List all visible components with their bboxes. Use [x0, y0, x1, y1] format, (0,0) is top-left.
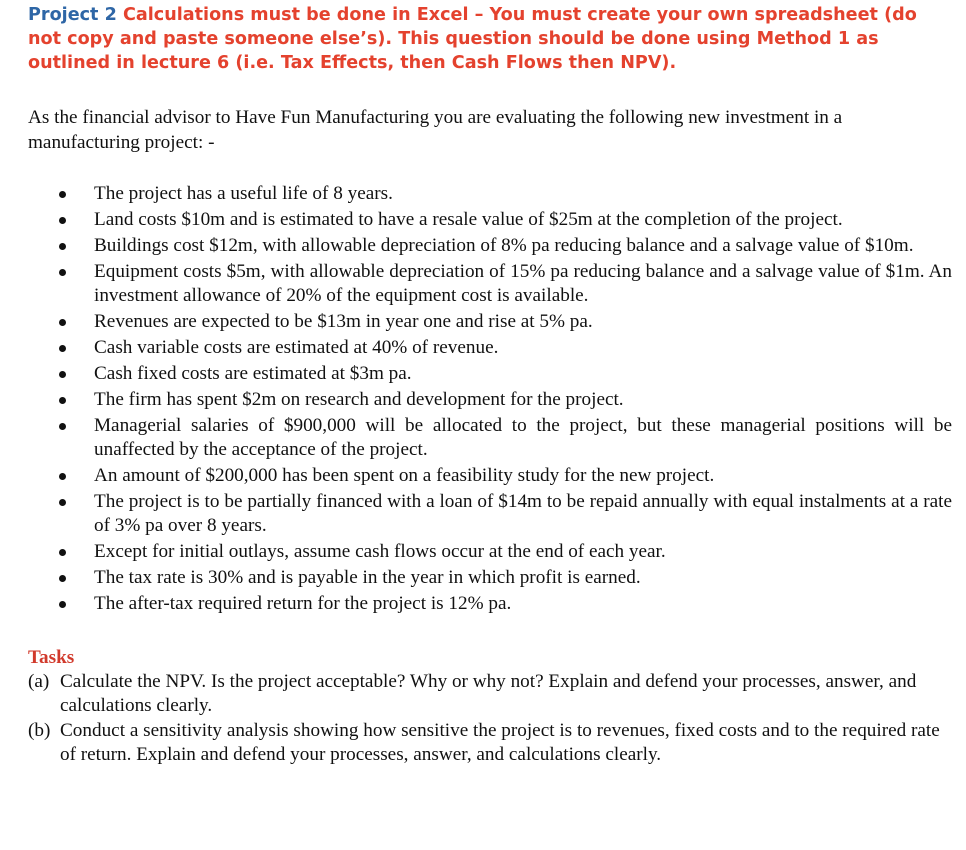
list-item	[28, 362, 952, 387]
bullet-icon	[59, 345, 66, 352]
list-item	[28, 260, 952, 309]
list-item-text: Equipment costs $5m, with allowable depreciation of 15% pa reducing balance and a salvage value of $1m. An investment allowance of 20% of the equipment cost is available.	[94, 260, 952, 307]
list-item-text: The firm has spent $2m on research and development for the project.	[94, 388, 624, 410]
task-text: Conduct a sensitivity analysis showing how sensitive the project is to revenues, fixed costs and to the required rate of return. Explain and defend your processes, answer, and calculations clearly.	[60, 719, 940, 766]
tasks-heading: Tasks	[28, 646, 75, 668]
list-item	[28, 540, 952, 565]
list-item	[28, 388, 952, 413]
list-item-text: Cash variable costs are estimated at 40% of revenue.	[94, 336, 499, 358]
bullet-icon	[59, 243, 66, 250]
task-item-b	[28, 719, 952, 768]
list-item-text: The after-tax required return for the project is 12% pa.	[94, 593, 512, 615]
bullet-icon	[59, 575, 66, 582]
list-item	[28, 336, 952, 361]
task-label: (b)	[28, 719, 51, 741]
list-item-text: Cash fixed costs are estimated at $3m pa.	[94, 362, 412, 384]
bullet-icon	[59, 191, 66, 198]
list-item-text: Land costs $10m and is estimated to have a resale value of $25m at the completion of the project.	[94, 208, 843, 230]
bullet-icon	[59, 371, 66, 378]
bullet-icon	[59, 217, 66, 224]
task-label: (a)	[28, 670, 50, 692]
project-instruction: Calculations must be done in Excel – You must create your own spreadsheet (do not copy and paste someone else’s). This question should be done using Method 1 as outlined in lecture 6 (i.e. Tax Effects, then Cash Flows then NPV).	[28, 5, 917, 73]
list-item-text: The tax rate is 30% and is payable in the year in which profit is earned.	[94, 567, 641, 589]
list-item-text: Revenues are expected to be $13m in year one and rise at 5% pa.	[94, 311, 593, 333]
bullet-icon	[59, 601, 66, 608]
list-item-text: Managerial salaries of $900,000 will be allocated to the project, but these managerial positions will be unaffected by the acceptance of the project.	[94, 414, 952, 461]
list-item-text: Except for initial outlays, assume cash flows occur at the end of each year.	[94, 541, 666, 563]
list-item	[28, 310, 952, 335]
list-item-text: The project is to be partially financed with a loan of $14m to be repaid annually with equal instalments at a rate of 3% pa over 8 years.	[94, 490, 952, 537]
project-heading	[28, 3, 952, 75]
list-item	[28, 566, 952, 591]
list-item	[28, 490, 952, 539]
list-item	[28, 208, 952, 233]
project-label: Project 2	[28, 5, 117, 25]
intro-paragraph: As the financial advisor to Have Fun Manufacturing you are evaluating the following new investment in a manufacturing project: -	[28, 107, 843, 153]
list-item	[28, 234, 952, 259]
tasks-list	[28, 670, 952, 768]
task-item-a	[28, 670, 952, 719]
bullet-icon	[59, 473, 66, 480]
list-item-text: The project has a useful life of 8 years.	[94, 183, 393, 204]
list-item	[28, 464, 952, 489]
list-item	[28, 414, 952, 463]
list-item-text: Buildings cost $12m, with allowable depreciation of 8% pa reducing balance and a salvage value of $10m.	[94, 234, 914, 256]
task-text: Calculate the NPV. Is the project acceptable? Why or why not? Explain and defend your processes, answer, and calculations clearly.	[60, 670, 917, 717]
bullet-icon	[59, 397, 66, 404]
bullet-icon	[59, 549, 66, 556]
bullet-icon	[59, 499, 66, 506]
assumptions-list	[28, 182, 952, 617]
list-item-text: An amount of $200,000 has been spent on a feasibility study for the new project.	[94, 465, 715, 487]
bullet-icon	[59, 423, 66, 430]
list-item	[28, 592, 952, 617]
bullet-icon	[59, 319, 66, 326]
list-item	[28, 182, 952, 207]
document-page	[28, 0, 952, 768]
bullet-icon	[59, 269, 66, 276]
